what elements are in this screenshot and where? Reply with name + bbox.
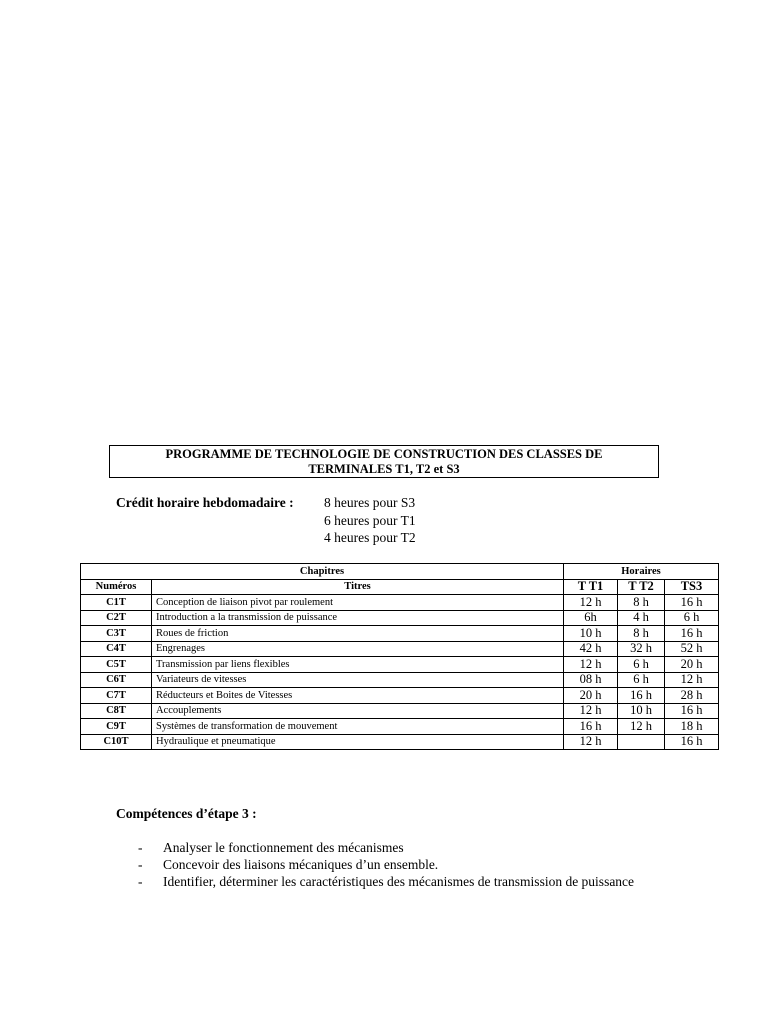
competences-heading: Compétences d’étape 3 : bbox=[116, 806, 257, 821]
chapter-title-cell: Variateurs de vitesses bbox=[152, 672, 564, 688]
chapter-title-cell: Transmission par liens flexibles bbox=[152, 657, 564, 673]
hours-tt1-cell: 12 h bbox=[564, 703, 618, 719]
hours-tt2-cell: 32 h bbox=[618, 641, 665, 657]
chapter-number-cell: C10T bbox=[81, 734, 152, 750]
tt2-header: T T2 bbox=[618, 579, 665, 595]
hours-ts3-cell: 6 h bbox=[665, 610, 719, 626]
hours-tt2-cell: 8 h bbox=[618, 595, 665, 611]
hours-ts3-cell: 20 h bbox=[665, 657, 719, 673]
competence-text: Concevoir des liaisons mécaniques d’un ensemble. bbox=[163, 857, 439, 872]
hours-tt2-cell: 10 h bbox=[618, 703, 665, 719]
chapter-title-cell: Accouplements bbox=[152, 703, 564, 719]
competence-text: Identifier, déterminer les caractéristiques des mécanismes de transmission de puissance bbox=[163, 874, 635, 889]
hours-tt2-cell: 4 h bbox=[618, 610, 665, 626]
chapter-title-cell: Conception de liaison pivot par roulement bbox=[152, 595, 564, 611]
table-row bbox=[81, 734, 719, 750]
table-row bbox=[81, 672, 719, 688]
chapter-title-cell: Introduction a la transmission de puissance bbox=[152, 610, 564, 626]
hours-tt1-cell: 12 h bbox=[564, 657, 618, 673]
chapter-number-cell: C7T bbox=[81, 688, 152, 704]
table-row bbox=[81, 626, 719, 642]
chapter-number-cell: C1T bbox=[81, 595, 152, 611]
title-line-1: PROGRAMME DE TECHNOLOGIE DE CONSTRUCTION DES CLASSES DE bbox=[165, 447, 603, 461]
list-item bbox=[138, 856, 658, 873]
hours-ts3-cell: 12 h bbox=[665, 672, 719, 688]
credit-label: Crédit horaire hebdomadaire : bbox=[116, 495, 294, 510]
titres-header: Titres bbox=[152, 579, 564, 595]
ts3-header: TS3 bbox=[665, 579, 719, 595]
chapter-number-cell: C8T bbox=[81, 703, 152, 719]
table-row bbox=[81, 610, 719, 626]
horaires-header: Horaires bbox=[564, 564, 719, 580]
numeros-header: Numéros bbox=[81, 579, 152, 595]
table-row bbox=[81, 657, 719, 673]
chapter-title-cell: Roues de friction bbox=[152, 626, 564, 642]
chapter-title-cell: Hydraulique et pneumatique bbox=[152, 734, 564, 750]
hours-ts3-cell: 16 h bbox=[665, 595, 719, 611]
table-row bbox=[81, 688, 719, 704]
credit-line-t1: 6 heures pour T1 bbox=[324, 512, 416, 528]
chapter-title-cell: Réducteurs et Boites de Vitesses bbox=[152, 688, 564, 704]
table-row bbox=[81, 595, 719, 611]
chapter-title-cell: Systèmes de transformation de mouvement bbox=[152, 719, 564, 735]
hours-tt2-cell: 6 h bbox=[618, 657, 665, 673]
table-row bbox=[81, 641, 719, 657]
hours-tt1-cell: 12 h bbox=[564, 595, 618, 611]
table-body bbox=[81, 595, 719, 750]
chapter-number-cell: C4T bbox=[81, 641, 152, 657]
list-bullet: - bbox=[138, 874, 143, 889]
title-line-2: TERMINALES T1, T2 et S3 bbox=[308, 462, 460, 476]
hours-tt1-cell: 20 h bbox=[564, 688, 618, 704]
chapter-title-cell: Engrenages bbox=[152, 641, 564, 657]
hours-tt1-cell: 42 h bbox=[564, 641, 618, 657]
hours-ts3-cell: 16 h bbox=[665, 734, 719, 750]
list-item bbox=[138, 839, 658, 856]
hours-tt2-cell: 12 h bbox=[618, 719, 665, 735]
list-item bbox=[138, 873, 658, 890]
table-row bbox=[81, 703, 719, 719]
chapter-number-cell: C3T bbox=[81, 626, 152, 642]
chapter-number-cell: C9T bbox=[81, 719, 152, 735]
weekly-credit-block bbox=[116, 494, 536, 547]
list-bullet: - bbox=[138, 857, 143, 872]
list-bullet: - bbox=[138, 840, 143, 855]
chapter-number-cell: C6T bbox=[81, 672, 152, 688]
credit-line-t2: 4 heures pour T2 bbox=[324, 530, 416, 545]
table-group-header-row bbox=[81, 564, 719, 580]
hours-ts3-cell: 16 h bbox=[665, 626, 719, 642]
hours-ts3-cell: 52 h bbox=[665, 641, 719, 657]
hours-ts3-cell: 28 h bbox=[665, 688, 719, 704]
hours-tt1-cell: 12 h bbox=[564, 734, 618, 750]
document-title-box bbox=[109, 445, 659, 478]
hours-tt1-cell: 10 h bbox=[564, 626, 618, 642]
hours-tt2-cell: 16 h bbox=[618, 688, 665, 704]
hours-tt2-cell: 8 h bbox=[618, 626, 665, 642]
hours-tt2-cell bbox=[618, 734, 665, 750]
hours-tt2-cell: 6 h bbox=[618, 672, 665, 688]
hours-tt1-cell: 16 h bbox=[564, 719, 618, 735]
competences-list bbox=[138, 839, 658, 890]
tt1-header: T T1 bbox=[564, 579, 618, 595]
chapter-number-cell: C5T bbox=[81, 657, 152, 673]
hours-tt1-cell: 6h bbox=[564, 610, 618, 626]
chapitres-header: Chapitres bbox=[81, 564, 564, 580]
program-table bbox=[80, 563, 719, 750]
hours-ts3-cell: 18 h bbox=[665, 719, 719, 735]
hours-ts3-cell: 16 h bbox=[665, 703, 719, 719]
credit-line-s3: 8 heures pour S3 bbox=[324, 495, 416, 510]
chapter-number-cell: C2T bbox=[81, 610, 152, 626]
table-column-header-row bbox=[81, 579, 719, 595]
table-row bbox=[81, 719, 719, 735]
competence-text: Analyser le fonctionnement des mécanismes bbox=[163, 840, 404, 855]
hours-tt1-cell: 08 h bbox=[564, 672, 618, 688]
